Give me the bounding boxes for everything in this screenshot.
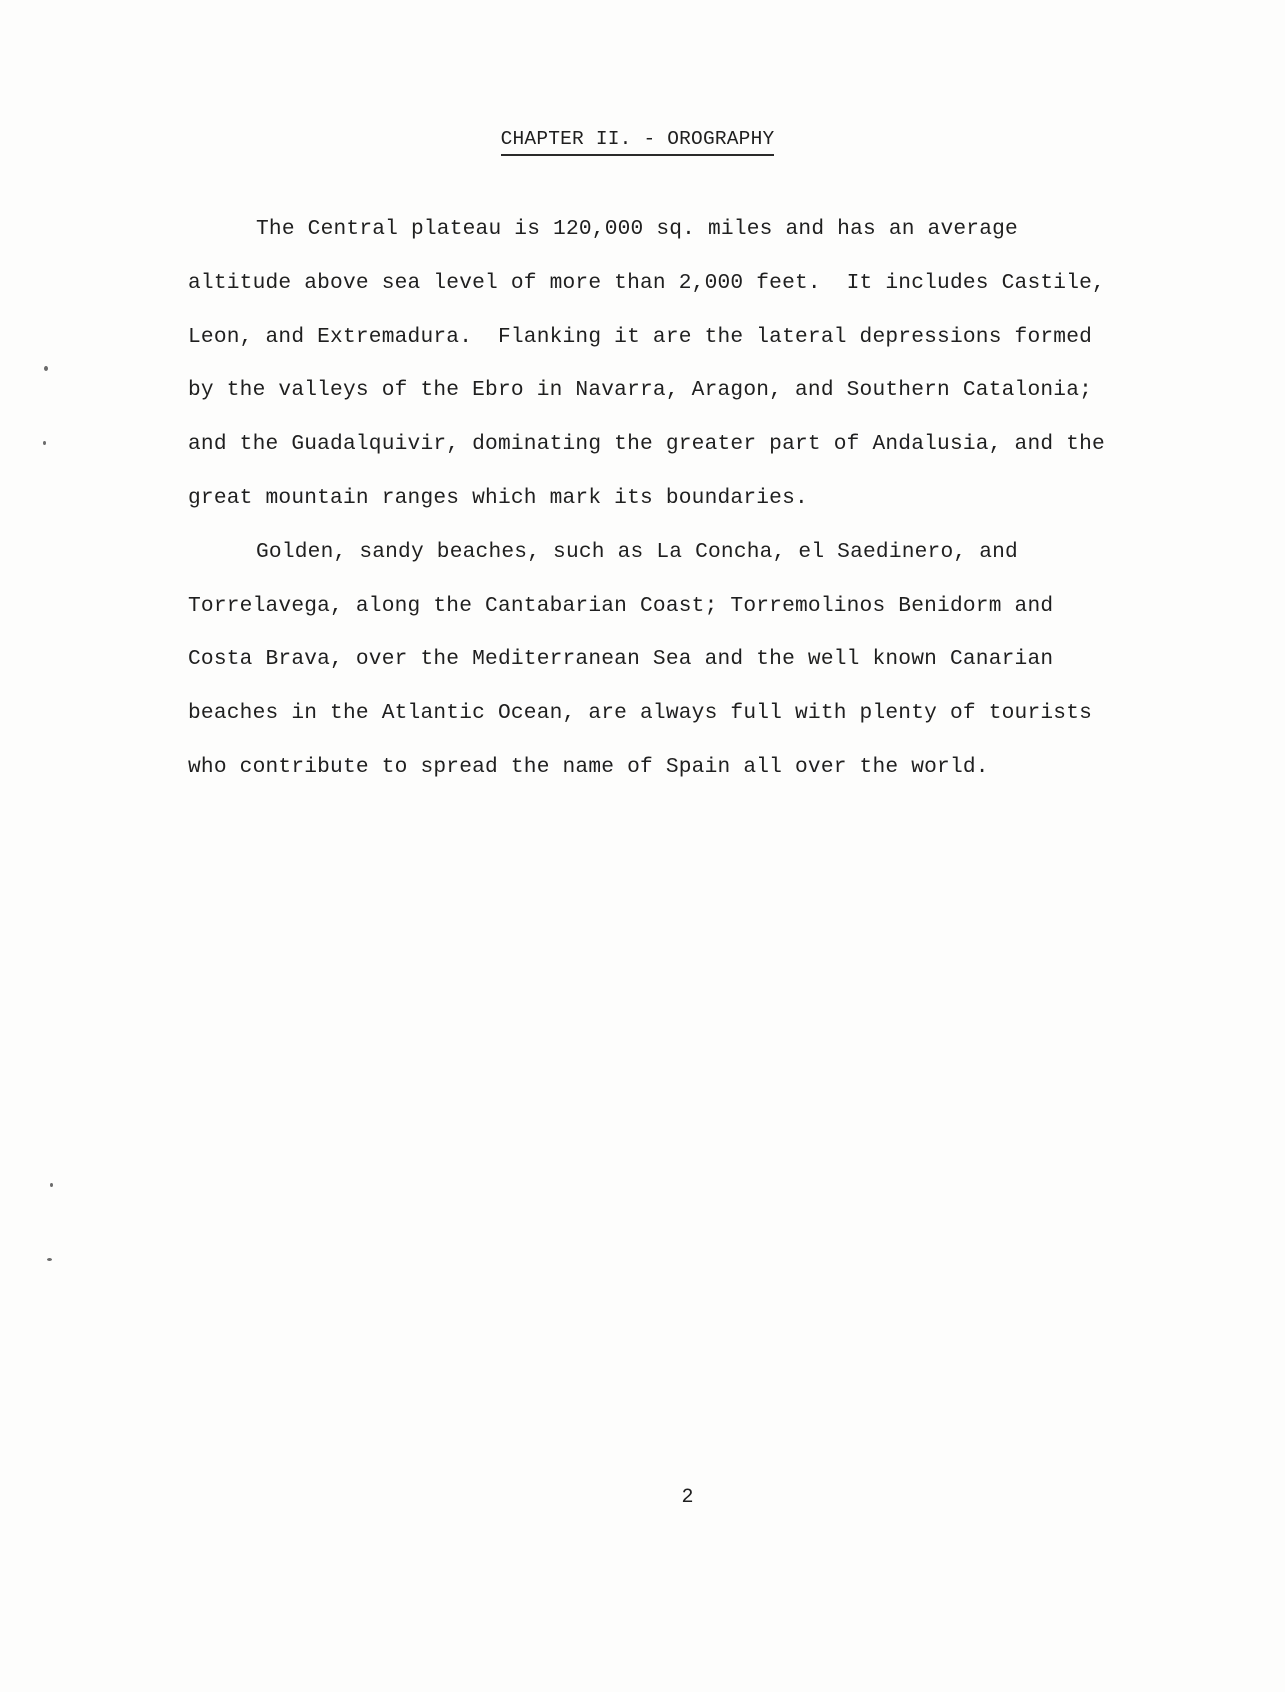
- text-line: Leon, and Extremadura. Flanking it are the lateral depressions formed: [188, 324, 1093, 349]
- text-line: Golden, sandy beaches, such as La Concha, el Saedinero, and: [256, 539, 1018, 564]
- text-line: great mountain ranges which mark its boundaries.: [188, 485, 808, 510]
- page-number: 2: [681, 1486, 694, 1509]
- text-line: altitude above sea level of more than 2,000 feet. It includes Castile,: [188, 270, 1105, 295]
- scan-speck: [47, 1258, 52, 1261]
- scan-speck: [43, 441, 46, 445]
- paragraph: [188, 203, 1148, 526]
- text-line: who contribute to spread the name of Spain all over the world.: [188, 754, 989, 779]
- chapter-title-text: CHAPTER II. - OROGRAPHY: [501, 128, 775, 156]
- scan-speck: [44, 366, 48, 371]
- text-line: Costa Brava, over the Mediterranean Sea and the well known Canarian: [188, 647, 1054, 672]
- paragraph: [188, 526, 1148, 795]
- text-line: The Central plateau is 120,000 sq. miles and has an average: [256, 217, 1018, 241]
- text-line: by the valleys of the Ebro in Navarra, Aragon, and Southern Catalonia;: [188, 378, 1093, 403]
- body-text: [188, 203, 1148, 795]
- text-line: beaches in the Atlantic Ocean, are always full with plenty of tourists: [188, 701, 1093, 726]
- text-line: and the Guadalquivir, dominating the greater part of Andalusia, and the: [188, 432, 1105, 457]
- text-line: Torrelavega, along the Cantabarian Coast; Torremolinos Benidorm and: [188, 593, 1054, 618]
- scan-speck: [50, 1183, 53, 1187]
- chapter-title: [0, 128, 1285, 156]
